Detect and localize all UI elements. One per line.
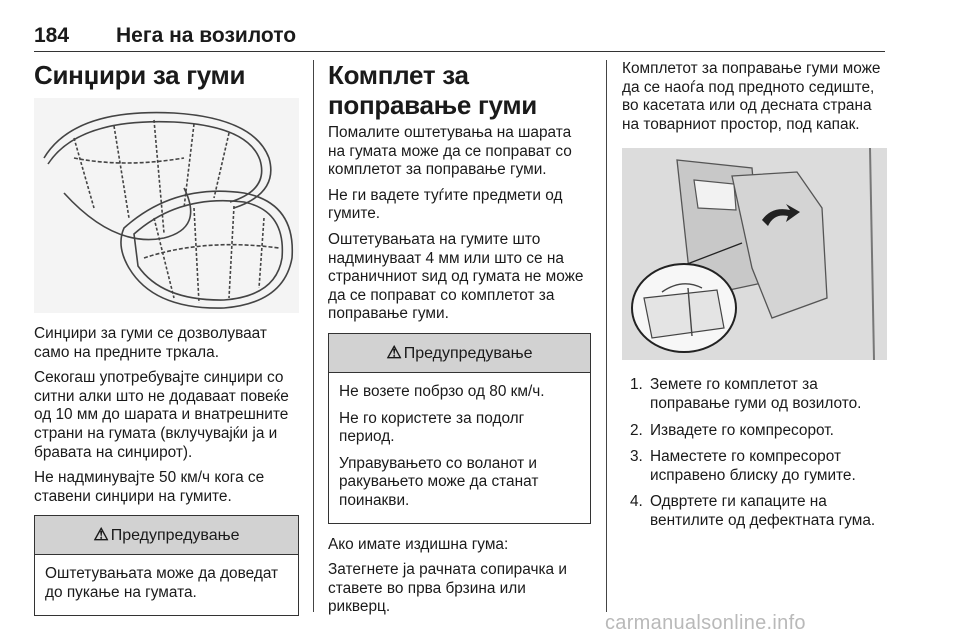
section-title-snow-chains: Синџири за гуми xyxy=(34,60,246,90)
list-item: 3. Наместете го компресорот исправено блиску до гумите. xyxy=(630,448,856,484)
column-repair-kit-location xyxy=(622,60,887,539)
snow-chains-para-1: Синџири за гуми се дозволуваат само на предните тркала. xyxy=(34,325,267,361)
chapter-title: Нега на возилото xyxy=(116,24,297,47)
page-number: 184 xyxy=(34,24,70,47)
column-tire-repair-kit xyxy=(328,60,591,624)
repair-kit-location-illustration xyxy=(622,148,887,360)
repair-steps-list xyxy=(622,376,887,530)
warning-text-1: Не возете побрзо од 80 км/ч. xyxy=(339,382,545,400)
repair-kit-para-5: Затегнете ја рачната сопирачка и ставете во прва брзина или рикверц. xyxy=(328,561,567,616)
warning-triangle-icon: ⚠ xyxy=(386,342,402,362)
section-title-tire-repair-kit: Комплет за поправање гуми xyxy=(328,60,537,120)
column-snow-chains xyxy=(34,60,299,616)
column-divider xyxy=(606,60,607,612)
snow-chains-illustration xyxy=(34,98,299,313)
warning-title: Предупредување xyxy=(403,344,533,362)
warning-text-2: Не го користете за подолг период. xyxy=(339,409,525,446)
warning-text: Оштетувањата може да доведат до пукање на гумата. xyxy=(45,565,279,601)
repair-kit-para-3: Оштетувањата на гумите што надминуваат 4 мм или што се на страничниот ѕид од гумата не може да се поправат со комплетот за поправање гуми. xyxy=(328,230,584,323)
warning-text-3: Управувањето со воланот и ракувањето може да станат поинакви. xyxy=(339,454,539,509)
warning-header xyxy=(329,334,590,373)
page-header xyxy=(34,24,885,48)
warning-header xyxy=(35,516,298,555)
repair-kit-para-1: Помалите оштетувања на шарата на гумата може да се поправат со комплетот за поправање гуми. xyxy=(328,124,572,179)
column-divider xyxy=(313,60,314,612)
warning-title: Предупредување xyxy=(110,527,240,545)
site-watermark: carmanualsonline.info xyxy=(605,612,806,634)
header-rule xyxy=(34,51,885,52)
list-item: 1. Земете го комплетот за поправање гуми од возилото. xyxy=(630,376,862,412)
snow-chains-para-3: Не надминувајте 50 км/ч кога се ставени синџири на гумите. xyxy=(34,469,265,505)
repair-kit-location-para: Комплетот за поправање гуми може да се наоѓа под предното седиште, во касетата или од десната страна на товарниот простор, под капак. xyxy=(622,60,881,133)
list-item: 2. Извадете го компресорот. xyxy=(630,421,834,439)
repair-kit-para-4: Ако имате издишна гума: xyxy=(328,535,509,553)
snow-chains-para-2: Секогаш употребувајте синџири со ситни алки што не додаваат повеќе од 10 мм до шарата и внатрешните страни на гумата (вклучувајќи ја и бравата на синџирот). xyxy=(34,369,289,461)
repair-kit-para-2: Не ги вадете туѓите предмети од гумите. xyxy=(328,186,563,223)
warning-triangle-icon: ⚠ xyxy=(93,525,109,545)
list-item: 4. Одвртете ги капаците на вентилите од дефектната гума. xyxy=(630,493,876,529)
warning-box-snow-chains xyxy=(34,515,299,615)
warning-box-repair-kit xyxy=(328,333,591,524)
